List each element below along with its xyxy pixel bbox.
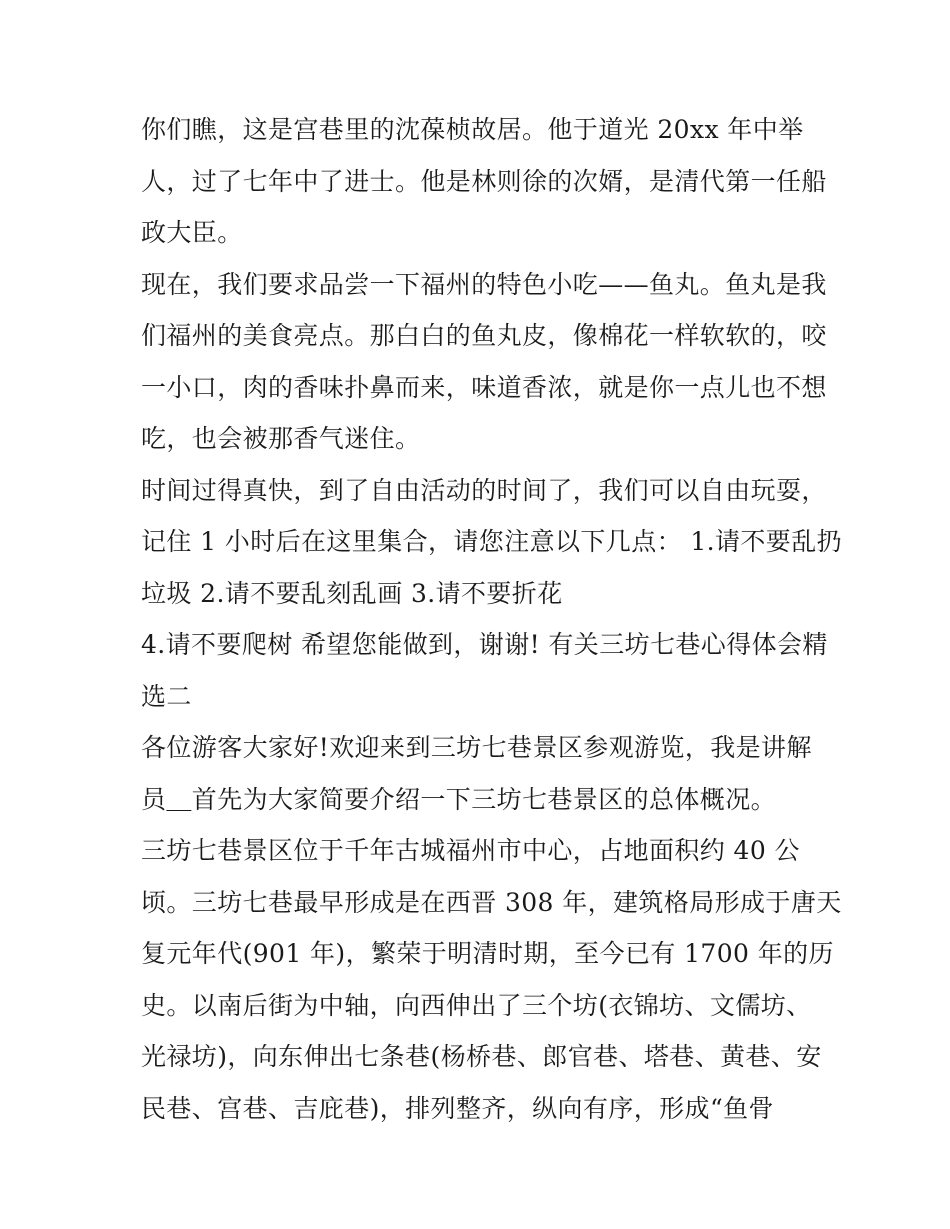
text-line: 顷。三坊七巷最早形成是在西晋 308 年，建筑格局形成于唐天 <box>141 887 842 917</box>
text-line: 选二 <box>141 681 192 711</box>
text-line: 史。以南后街为中轴，向西伸出了三个坊(衣锦坊、文儒坊、 <box>141 990 812 1020</box>
text-line: 民巷、宫巷、吉庇巷)，排列整齐，纵向有序，形成“鱼骨 <box>141 1093 774 1123</box>
text-line: 现在，我们要求品尝一下福州的特色小吃——鱼丸。鱼丸是我 <box>141 269 827 299</box>
text-line: 4.请不要爬树 希望您能做到，谢谢! 有关三坊七巷心得体会精 <box>141 630 828 659</box>
text-line: 垃圾 2.请不要乱刻乱画 3.请不要折花 <box>141 578 563 608</box>
text-line: 记住 1 小时后在这里集合，请您注意以下几点： 1.请不要乱扔 <box>141 527 843 556</box>
text-line: 一小口，肉的香味扑鼻而来，味道香浓，就是你一点儿也不想 <box>141 372 827 402</box>
text-line: 员＿首先为大家简要介绍一下三坊七巷景区的总体概况。 <box>141 784 777 814</box>
document-body <box>141 104 843 1134</box>
text-line: 们福州的美食亮点。那白白的鱼丸皮，像棉花一样软软的，咬 <box>141 321 827 350</box>
text-line: 你们瞧，这是宫巷里的沈葆桢故居。他于道光 20xx 年中举 <box>141 115 804 144</box>
text-line: 光禄坊)，向东伸出七条巷(杨桥巷、郎官巷、塔巷、黄巷、安 <box>141 1042 822 1071</box>
text-line: 政大臣。 <box>141 218 243 247</box>
text-line: 复元年代(901 年)，繁荣于明清时期，至今已有 1700 年的历 <box>141 939 834 968</box>
text-line: 三坊七巷景区位于千年古城福州市中心，占地面积约 40 公 <box>141 836 800 865</box>
text-line: 吃，也会被那香气迷住。 <box>141 424 421 453</box>
text-line: 各位游客大家好!欢迎来到三坊七巷景区参观游览，我是讲解 <box>141 733 812 762</box>
text-line: 人，过了七年中了进士。他是林则徐的次婿，是清代第一任船 <box>141 166 827 196</box>
text-line: 时间过得真快，到了自由活动的时间了，我们可以自由玩耍， <box>141 475 827 505</box>
